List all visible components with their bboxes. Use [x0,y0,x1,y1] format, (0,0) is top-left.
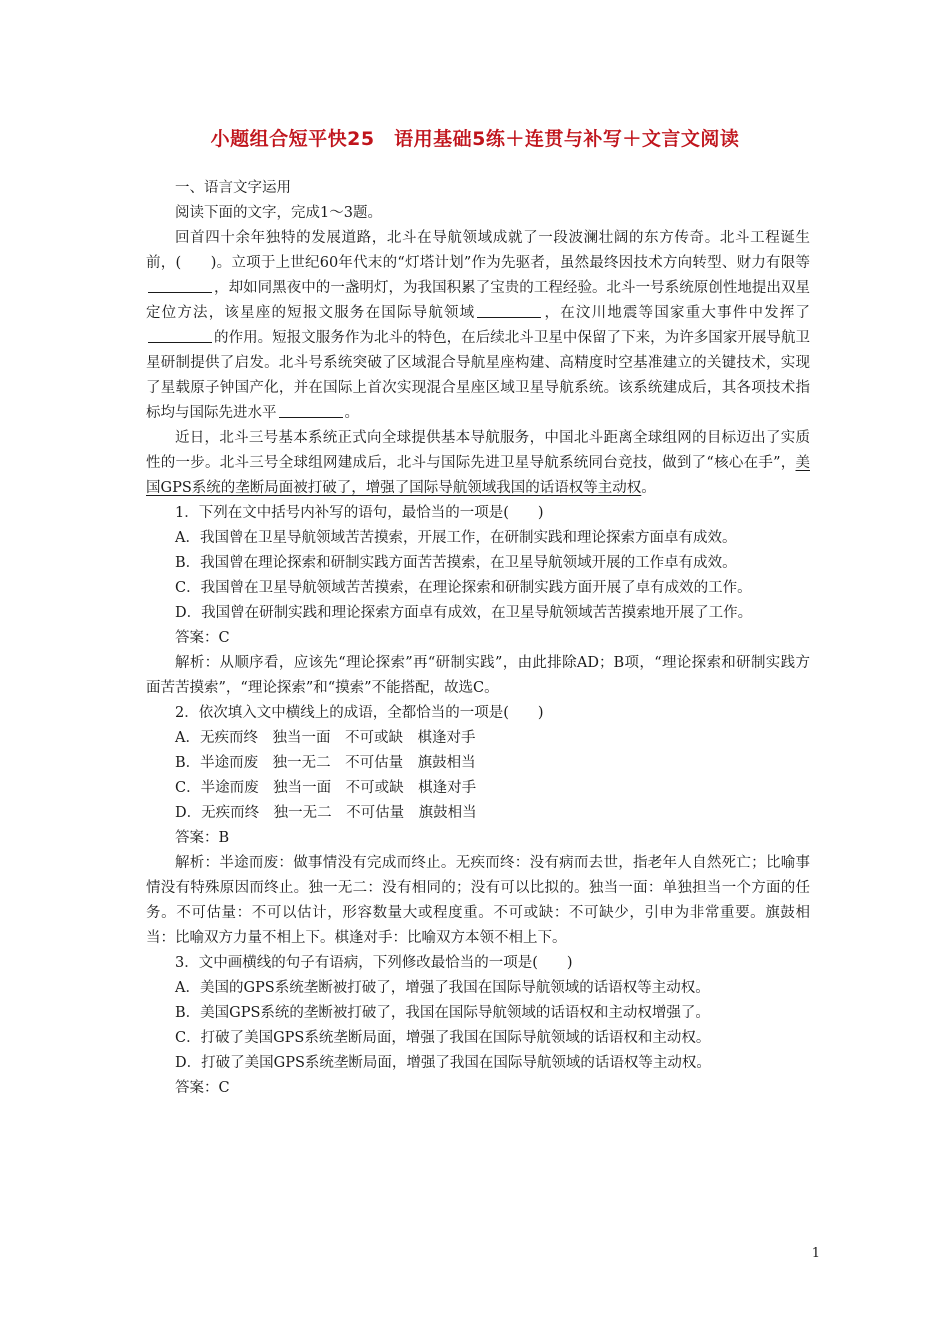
question-3-answer: 答案：C [175,1080,230,1096]
question-1-option-b: B．我国曾在理论探索和研制实践方面苦苦摸索，在卫星导航领域开展的工作卓有成效。 [175,555,737,571]
question-1-stem: 1．下列在文中括号内补写的语句，最恰当的一项是( ) [175,505,544,521]
question-2-option-d: D．无疾而终 独一无二 不可估量 旗鼓相当 [175,805,477,821]
question-2-stem: 2．依次填入文中横线上的成语，全都恰当的一项是( ) [175,705,544,721]
question-3-option-a: A．美国的GPS系统垄断被打破了，增强了我国在国际导航领域的话语权等主动权。 [175,980,710,996]
underlined-sentence: 美国GPS系统的垄断局面被打破了，增强了国际导航领域我国的话语权等主动权 [146,455,810,496]
question-1-option-d: D．我国曾在研制实践和理论探索方面卓有成效，在卫星导航领域苦苦摸索地开展了工作。 [175,605,753,621]
question-2-option-b: B．半途而废 独一无二 不可估量 旗鼓相当 [175,755,476,771]
fill-blank-4 [279,403,343,418]
passage-paragraph-1: 回首四十余年独特的发展道路，北斗在导航领域成就了一段波澜壮阔的东方传奇。北斗工程诞生前，( )。立项于上世纪60年代末的“灯塔计划”作为先驱者，虽然最终因技术方向转型、财力有限等，却如同黑夜中的一盏明灯，为我国积累了宝贵的工程经验。北斗一号系统原创性地提出双星定位方法，该星座的短报文服务在国际导航领域 ，在汶川地震等国家重大事件中发挥了的作用。短报文服务作为北斗的特色，在后续北斗卫星中保留了下来，为许多国家开展导航卫星研制提供了启发。北斗号系统突破了区域混合导航星座构建、高精度时空基准建立的关键技术，实现了星载原子钟国产化，并在国际上首次实现混合星座区域卫星导航系统。该系统建成后，其各项技术指标均与国际先进水平 。 [146,230,811,421]
question-1-option-a: A．我国曾在卫星导航领域苦苦摸索，开展工作，在研制实践和理论探索方面卓有成效。 [175,530,737,546]
fill-blank-1 [148,278,212,293]
document-body [146,176,810,1101]
passage-paragraph-2: 近日，北斗三号基本系统正式向全球提供基本导航服务，中国北斗距离全球组网的目标迈出了实质性的一步。北斗三号全球组网建成后，北斗与国际先进卫星导航系统同台竞技，做到了“核心在手”，美国GPS系统的垄断局面被打破了，增强了国际导航领域我国的话语权等主动权。 [146,430,810,496]
section-heading: 一、语言文字运用 [175,180,291,196]
question-3-stem: 3．文中画横线的句子有语病，下列修改最恰当的一项是( ) [175,955,573,971]
question-1-analysis: 解析：从顺序看，应该先“理论探索”再“研制实践”，由此排除AD；B项，“理论探索和研制实践方面苦苦摸索”，“理论探索”和“摸索”不能搭配，故选C。 [146,655,810,696]
question-3-option-c: C．打破了美国GPS系统垄断局面，增强了我国在国际导航领域的话语权和主动权。 [175,1030,711,1046]
question-3-option-b: B．美国GPS系统的垄断被打破了，我国在国际导航领域的话语权和主动权增强了。 [175,1005,710,1021]
question-2-option-a: A．无疾而终 独当一面 不可或缺 棋逢对手 [175,730,476,746]
page-number: 1 [811,1246,820,1261]
question-1-option-c: C．我国曾在卫星导航领域苦苦摸索，在理论探索和研制实践方面开展了卓有成效的工作。 [175,580,752,596]
page-title: 小题组合短平快25 语用基础5练＋连贯与补写＋文言文阅读 [210,128,740,150]
question-2-option-c: C．半途而废 独当一面 不可或缺 棋逢对手 [175,780,477,796]
instruction: 阅读下面的文字，完成1～3题。 [175,205,382,221]
question-1-answer: 答案：C [175,630,230,646]
question-2-answer: 答案：B [175,830,230,846]
fill-blank-3 [148,328,212,343]
question-2-analysis: 解析：半途而废：做事情没有完成而终止。无疾而终：没有病而去世，指老年人自然死亡；比喻事情没有特殊原因而终止。独一无二：没有相同的；没有可以比拟的。独当一面：单独担当一个方面的任务。不可估量：不可以估计，形容数量大或程度重。不可或缺：不可缺少，引申为非常重要。旗鼓相当：比喻双方力量不相上下。棋逢对手：比喻双方本领不相上下。 [146,855,810,946]
question-3-option-d: D．打破了美国GPS系统垄断局面，增强了我国在国际导航领域的话语权等主动权。 [175,1055,711,1071]
fill-blank-2 [477,303,541,318]
